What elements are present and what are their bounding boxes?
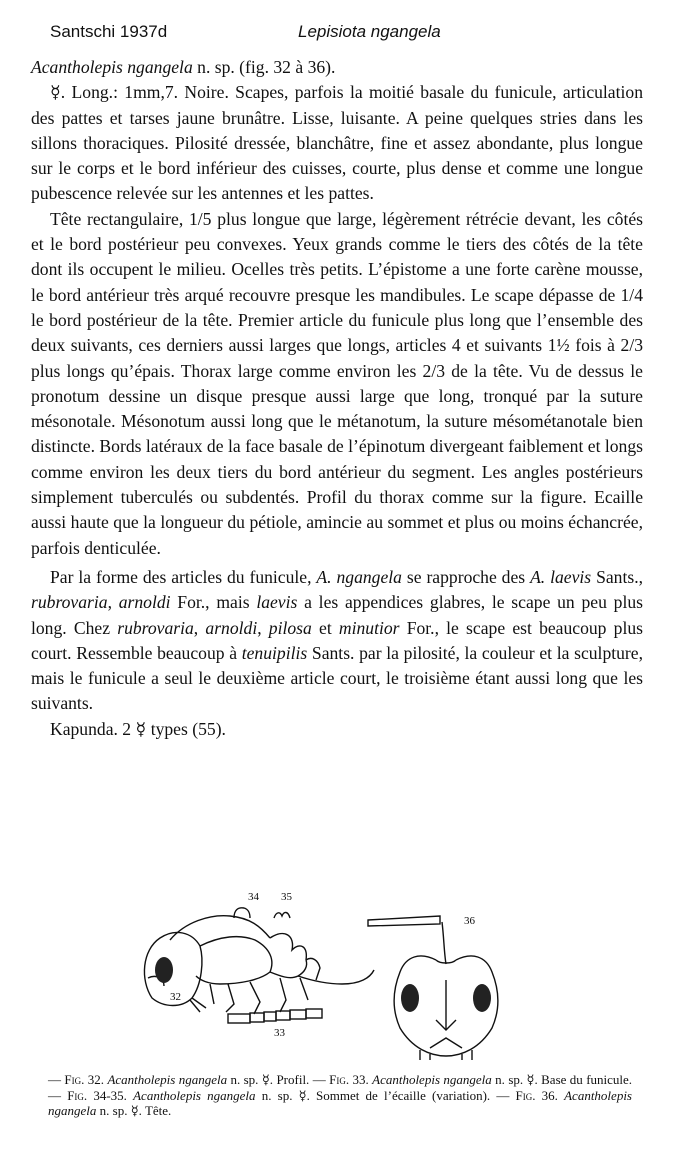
fig-label-33: 33 — [274, 1027, 285, 1039]
taxon-name: Acantholepis ngangela — [31, 57, 193, 77]
fig-label-35: 35 — [281, 891, 292, 903]
compound-eye-profile — [155, 957, 173, 983]
paragraph-morphology: Tête rectangulaire, 1/5 plus longue que large, légèrement rétrécie devant, les côtés et le bord postérieur peu convexes. Yeux grands comme le tiers des côtés de la tête dont ils occupent le milieu. Ocelles très petits. L’épistome a une forte carène mousse, le bord antérieur très arqué recouvre presque les mandibules. Le scape dépasse de 1/4 le bord postérieur de la tête. Premier article du funicule plus long que l’ensemble des deux suivants, ces derniers aussi larges que longs, articles 4 et suivants 1½ fois à 2/3 plus longs qu’épais. Thorax large comme environ les 2/3 de la tête. Vu de dessus le pronotum dessine un disque presque aussi large que long, tronqué par la suture mésonotale. Mésonotum aussi long que le métanotum, la suture mésométanotale bien distincte. Bords latéraux de la face basale de l’épinotum divergeant faiblement et longs comme environ les deux tiers du bord antérieur du segment. Les angles postérieurs simplement tuberculés ou subdentés. Profil du thorax comme sur la figure. Ecaille aussi haute que la longueur du pétiole, amincie au sommet et plus ou moins échancrée, parfois denticulée. — [31, 208, 643, 558]
figure-caption: — Fig. 32. Acantholepis ngangela n. sp. ☿. Profil. — Fig. 33. Acantholepis ngangela n. sp. ☿. Base du funicule. — Fig. 34-35. Acantholepis ngangela n. sp. ☿. Sommet de l’écaille (variation). — Fig. 36. Acantholepis ngangela n. sp. ☿. Tête. — [48, 1072, 633, 1118]
running-header — [50, 22, 650, 46]
paragraph-locality: Kapunda. 2 ☿ types (55). — [50, 718, 226, 739]
compound-eye-right — [473, 984, 491, 1012]
header-species: Lepisiota ngangela — [298, 22, 441, 41]
figure-plate — [130, 880, 530, 1060]
ant-illustrations — [130, 880, 530, 1060]
paragraph-description: ☿. Long.: 1mm,7. Noire. Scapes, parfois la moitié basale du funicule, articulation des pattes et tarses jaune brunâtre. Lisse, luisante. A peine quelques stries dans les sillons thoraciques. Pilosité dressée, blanchâtre, fine et assez abondante, plus longue sur le corps et le bord inférieur des cuisses, courte, plus dense et comme une longue pubescence relevée sur les antennes et les pattes. — [31, 82, 643, 204]
fig-label-36: 36 — [464, 915, 475, 927]
scale-apex-drawings — [234, 908, 290, 918]
funicule-base-drawing — [228, 1009, 322, 1023]
compound-eye-left — [401, 984, 419, 1012]
fig-label-34: 34 — [248, 891, 259, 903]
article-body — [31, 55, 643, 742]
fig-label-32: 32 — [170, 991, 181, 1003]
header-author: Santschi 1937d — [50, 22, 168, 41]
paragraph-comparison: Par la forme des articles du funicule, A. ngangela se rapproche des A. laevis Sants., rubrovaria, arnoldi For., mais laevis a les appendices glabres, le scape un peu plus long. Chez rubrovaria, arnoldi, pilosa et minutior For., le scape est beaucoup plus court. Ressemble beaucoup à tenuipilis Sants. par la pilosité, la couleur et la sculpture, mais le funicule a seul le deuxième article court, le troisième étant aussi long que les suivants. — [31, 566, 643, 714]
paragraph-title: Acantholepis ngangela n. sp. (fig. 32 à 36). — [31, 57, 336, 77]
